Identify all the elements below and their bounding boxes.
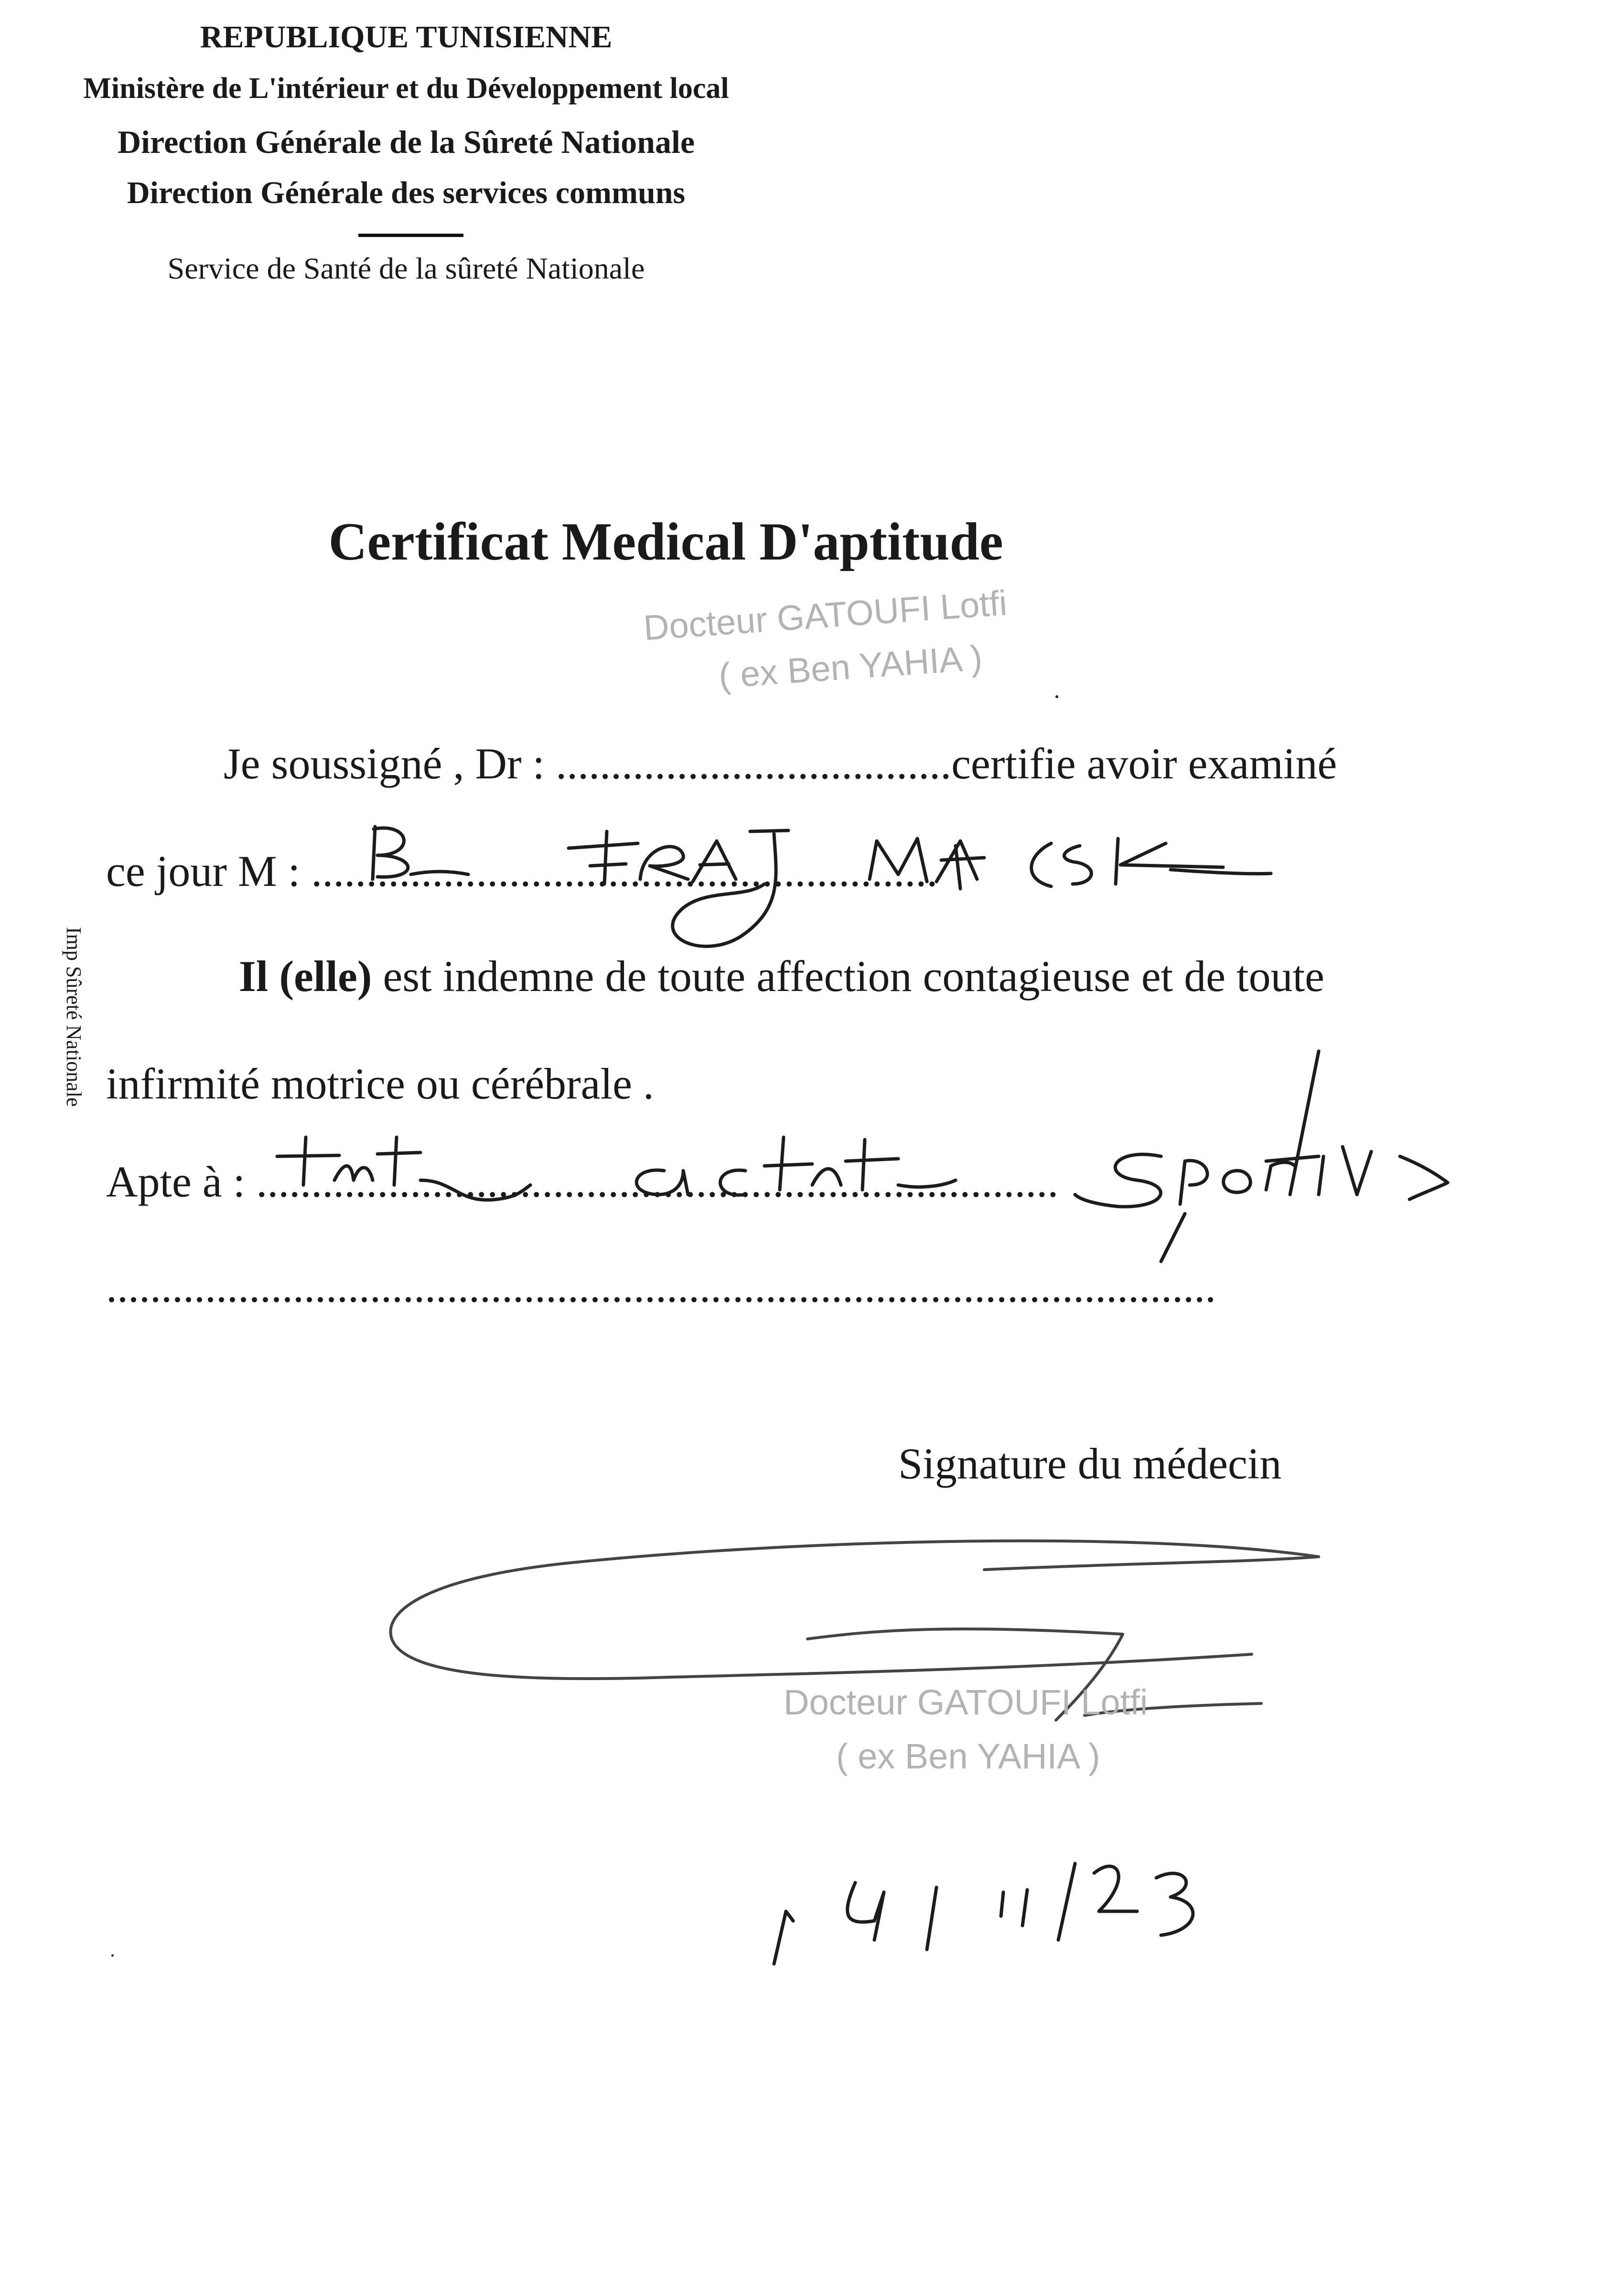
- header-country: REPUBLIQUE TUNISIENNE: [200, 20, 613, 54]
- line-doctor: [224, 738, 1337, 789]
- stray-mark: [1055, 695, 1058, 698]
- line-apte: [106, 1156, 1058, 1207]
- apte-dots: .........................................................................: [256, 1157, 1059, 1206]
- doctor-dots: ....................................: [556, 739, 952, 788]
- stamp-note: ( ex Ben YAHIA ): [717, 637, 984, 696]
- line-indemne: [239, 951, 1324, 1002]
- header-divider: [358, 234, 463, 237]
- elle-bold: (elle): [279, 952, 372, 1001]
- doctor-stamp-top: [642, 582, 1012, 701]
- indemne-text: est indemne de toute affection contagieuse et de toute: [383, 952, 1324, 1001]
- apte-label: Apte à :: [106, 1157, 246, 1206]
- stray-mark-2: [111, 1954, 114, 1957]
- stamp-name: Docteur GATOUFI Lotfi: [642, 582, 1009, 648]
- line-patient: [106, 846, 937, 896]
- header-service: Service de Santé de la sûreté Nationale: [167, 251, 645, 285]
- il-bold: Il: [239, 952, 269, 1001]
- doctor-stamp-bottom: [784, 1682, 1148, 1777]
- header-direction-general: Direction Générale de la Sûreté Nationale: [117, 124, 695, 160]
- stamp-note-bottom: ( ex Ben YAHIA ): [836, 1736, 1100, 1776]
- signature-label: Signature du médecin: [898, 1439, 1282, 1488]
- patient-dots: .........................................................: [311, 847, 938, 895]
- stamp-name-bottom: Docteur GATOUFI Lotfi: [784, 1682, 1148, 1722]
- certify-text: certifie avoir examiné: [951, 739, 1337, 788]
- patient-label: ce jour M :: [106, 847, 301, 895]
- side-imprint: Imp Sûreté Nationale: [62, 927, 86, 1107]
- doctor-label: Je soussigné , Dr :: [224, 739, 545, 788]
- line-extra: [106, 1261, 1216, 1312]
- extra-dots: .....................................................................................................: [106, 1262, 1216, 1311]
- page-title: Certificat Medical D'aptitude: [328, 512, 1003, 571]
- line-infirmite: [106, 1058, 654, 1109]
- infirmite-text: infirmité motrice ou cérébrale .: [106, 1059, 654, 1108]
- header-direction-services: Direction Générale des services communs: [127, 175, 686, 210]
- header-ministry: Ministère de L'intérieur et du Développement local: [83, 72, 729, 105]
